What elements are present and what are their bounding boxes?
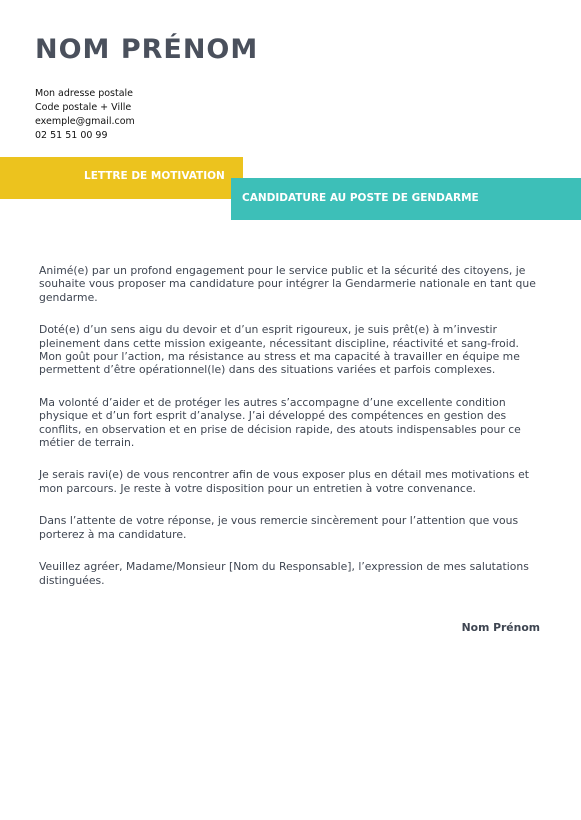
- phone-number: 02 51 51 00 99: [35, 130, 108, 141]
- letter-title: LETTRE DE MOTIVATION: [84, 170, 225, 182]
- title-band: [0, 157, 243, 199]
- paragraph-thanks: Dans l’attente de votre réponse, je vous remercie sincèrement pour l’attention que vous porterez à ma candidature.: [39, 514, 519, 541]
- postal-address: Mon adresse postale: [35, 88, 134, 99]
- contact-block: [35, 87, 135, 143]
- letter-body: [39, 264, 544, 606]
- subtitle-band: [231, 178, 581, 220]
- paragraph-qualities: Doté(e) d’un sens aigu du devoir et d’un esprit rigoureux, je suis prêt(e) à m’investir pleinement dans cette mission exigeante, nécessitant discipline, réactivité et sang-froid. Mon goût pour l’action, ma résistance au stress et ma capacité à travailler en équipe me permettent d’être opérationnel(le) dans des situations variées et parfois complexes.: [39, 323, 520, 377]
- paragraph-intro: Animé(e) par un profond engagement pour le service public et la sécurité des citoyens, je souhaite vous proposer ma candidature pour intégrer la Gendarmerie nationale en tant que gendarme.: [39, 264, 536, 304]
- postal-code-city: Code postale + Ville: [35, 102, 132, 113]
- paragraph-closing: Veuillez agréer, Madame/Monsieur [Nom du Responsable], l’expression de mes salutations distinguées.: [39, 560, 529, 587]
- signature: Nom Prénom: [461, 621, 540, 634]
- letter-subtitle: CANDIDATURE AU POSTE DE GENDARME: [242, 192, 479, 204]
- paragraph-interview: Je serais ravi(e) de vous rencontrer afin de vous exposer plus en détail mes motivations et mon parcours. Je reste à votre disposition pour un entretien à votre convenance.: [39, 468, 530, 495]
- paragraph-skills: Ma volonté d’aider et de protéger les autres s’accompagne d’une excellente condition physique et d’un fort esprit d’analyse. J’ai développé des compétences en gestion des conflits, en observation et en prise de décision rapide, des atouts indispensables pour ce métier de terrain.: [39, 395, 521, 450]
- email-address: exemple@gmail.com: [35, 116, 135, 127]
- applicant-name: NOM PRÉNOM: [35, 34, 259, 65]
